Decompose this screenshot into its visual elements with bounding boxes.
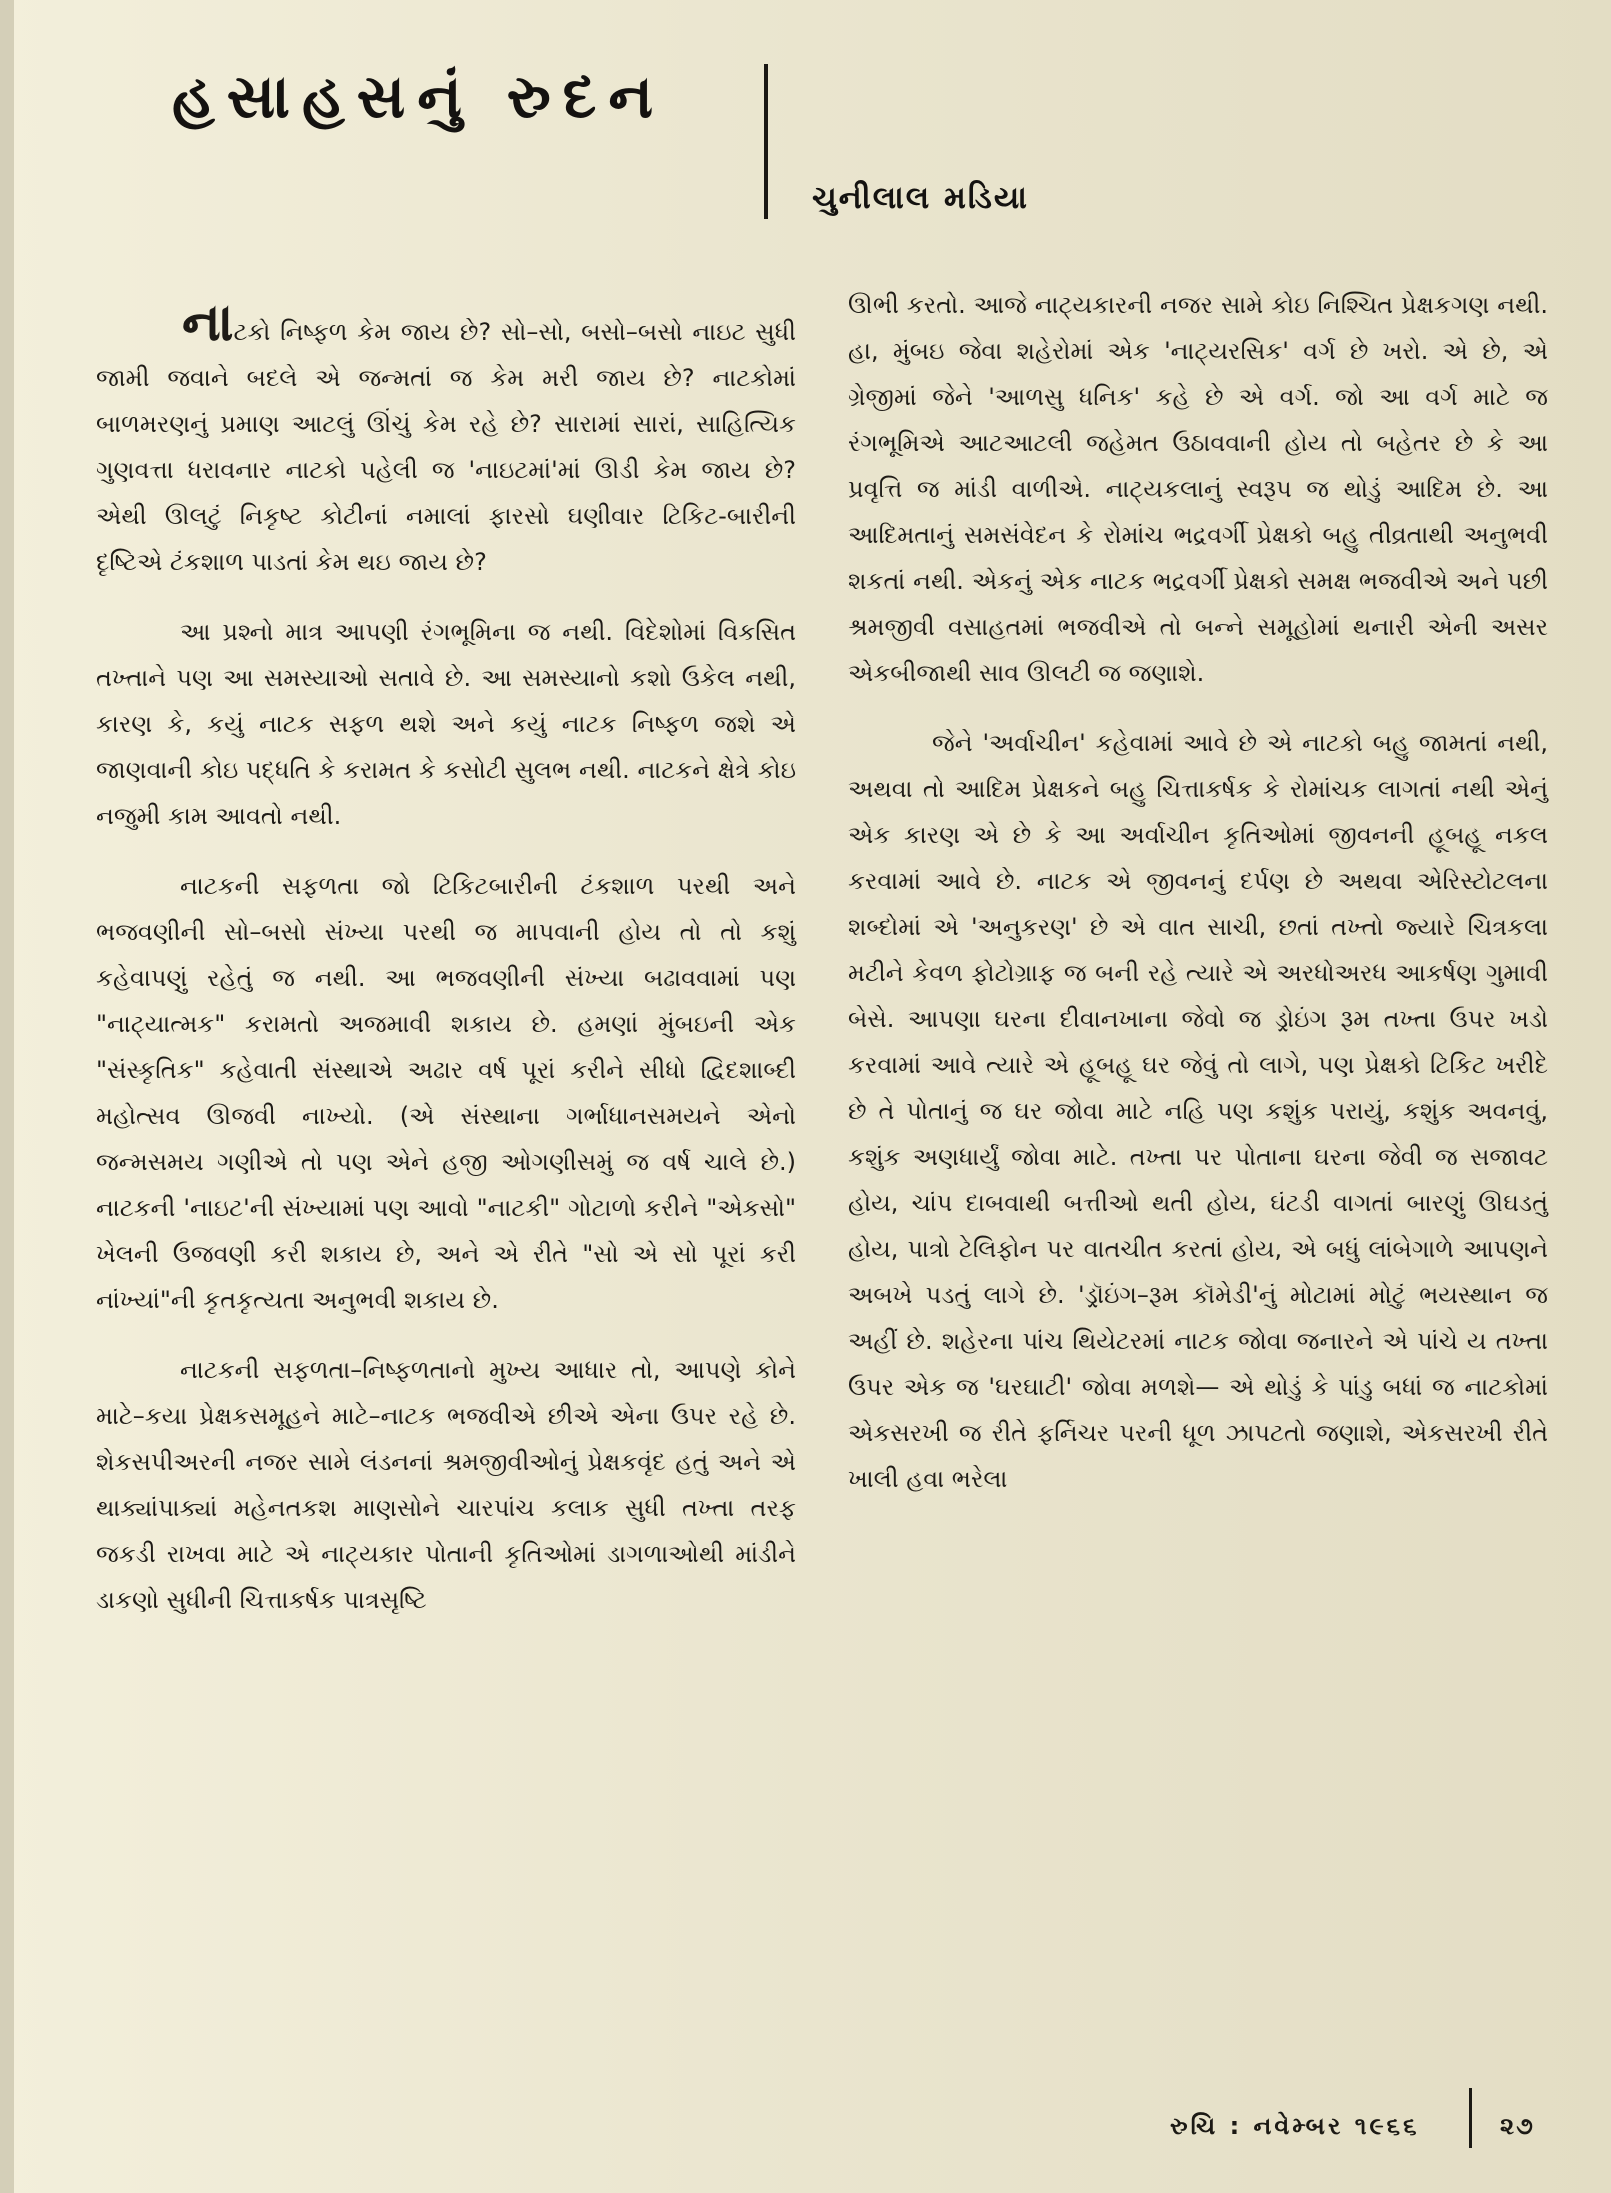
- header-divider: [764, 64, 768, 219]
- drop-cap: ના: [182, 293, 234, 353]
- paragraph: ઊભી કરતો. આજે નાટ્યકારની નજર સામે કોઇ નિશ્ચિત પ્રેક્ષકગણ નથી. હા, મુંબઇ જેવા શહેરોમાં એક 'નાટ્યરસિક' વર્ગ છે ખરો. એ છે, એ ગ્રેજીમાં જેને 'આળસુ ધનિક' કહે છે એ વર્ગ. જો આ વર્ગ માટે જ રંગભૂમિએ આટઆટલી જહેમત ઉઠાવવાની હોય તો બહેતર છે કે આ પ્રવૃત્તિ જ માંડી વાળીએ. નાટ્યકલાનું સ્વરૂપ જ થોડું આદિમ છે. આ આદિમતાનું સમસંવેદન કે રોમાંચ ભદ્રવર્ગી પ્રેક્ષકો બહુ તીવ્રતાથી અનુભવી શકતાં નથી. એકનું એક નાટક ભદ્રવર્ગી પ્રેક્ષકો સમક્ષ ભજવીએ અને પછી શ્રમજીવી વસાહતમાં ભજવીએ તો બન્ને સમૂહોમાં થનારી એની અસર એકબીજાથી સાવ ઊલટી જ જણાશે.: [848, 291, 1548, 687]
- left-column: [96, 293, 796, 1647]
- paragraph: [96, 293, 796, 585]
- paragraph: નાટકની સફળતા–નિષ્ફળતાનો મુખ્ય આધાર તો, આપણે કોને માટે–કયા પ્રેક્ષકસમૂહને માટે–નાટક ભજવીએ છીએ એના ઉપર રહે છે. શેકસપીઅરની નજર સામે લંડનનાં શ્રમજીવીઓનું પ્રેક્ષકવૃંદ હતું અને એ થાક્યાંપાક્યાં મહેનતકશ માણસોને ચારપાંચ કલાક સુધી તખ્તા તરફ જકડી રાખવા માટે એ નાટ્યકાર પોતાની કૃતિઓમાં ડાગળાઓથી માંડીને ડાકણો સુધીની ચિત્તાકર્ષક પાત્રસૃષ્ટિ: [96, 1356, 796, 1614]
- paragraph: આ પ્રશ્નો માત્ર આપણી રંગભૂમિના જ નથી. વિદેશોમાં વિકસિત તખ્તાને પણ આ સમસ્યાઓ સતાવે છે. આ સમસ્યાનો કશો ઉકેલ નથી, કારણ કે, કયું નાટક સફળ થશે અને કયું નાટક નિષ્ફળ જશે એ જાણવાની કોઇ પદ્ધતિ કે કરામત કે કસોટી સુલભ નથી. નાટકને ક્ષેત્રે કોઇ નજુમી કામ આવતો નથી.: [96, 618, 796, 830]
- article-title: હસાહસનું રુદન: [172, 62, 666, 132]
- footer-divider: [1469, 2088, 1472, 2148]
- page-edge: [0, 0, 14, 2193]
- paragraph: નાટકની સફળતા જો ટિકિટબારીની ટંકશાળ પરથી અને ભજવણીની સો–બસો સંખ્યા પરથી જ માપવાની હોય તો તો કશું કહેવાપણું રહેતું જ નથી. આ ભજવણીની સંખ્યા બઢાવવામાં પણ "નાટ્યાત્મક" કરામતો અજમાવી શકાય છે. હમણાં મુંબઇની એક "સંસ્કૃતિક" કહેવાતી સંસ્થાએ અઢાર વર્ષ પૂરાં કરીને સીધો દ્વિદશાબ્દી મહોત્સવ ઊજવી નાખ્યો. (એ સંસ્થાના ગર્ભાધાનસમયને એનો જન્મસમય ગણીએ તો પણ એને હજી ઓગણીસમું જ વર્ષ ચાલે છે.) નાટકની 'નાઇટ'ની સંખ્યામાં પણ આવો "નાટકી" ગોટાળો કરીને "એકસો" ખેલની ઉજવણી કરી શકાય છે, અને એ રીતે "સો એ સો પૂરાં કરી નાંખ્યાં"ની કૃતકૃત્યતા અનુભવી શકાય છે.: [96, 872, 796, 1314]
- article-author: ચુનીલાલ મડિયા: [812, 180, 1029, 216]
- paragraph: જેને 'અર્વાચીન' કહેવામાં આવે છે એ નાટકો બહુ જામતાં નથી, અથવા તો આદિમ પ્રેક્ષકને બહુ ચિત્તાકર્ષક કે રોમાંચક લાગતાં નથી એનું એક કારણ એ છે કે આ અર્વાચીન કૃતિઓમાં જીવનની હૂબહૂ નકલ કરવામાં આવે છે. નાટક એ જીવનનું દર્પણ છે અથવા એરિસ્ટોટલના શબ્દોમાં એ 'અનુકરણ' છે એ વાત સાચી, છતાં તખ્તો જ્યારે ચિત્રકલા મટીને કેવળ ફોટોગ્રાફ જ બની રહે ત્યારે એ અરધોઅરધ આકર્ષણ ગુમાવી બેસે. આપણા ઘરના દીવાનખાના જેવો જ ડ્રોઇંગ રૂમ તખ્તા ઉપર ખડો કરવામાં આવે ત્યારે એ હૂબહૂ ઘર જેવું તો લાગે, પણ પ્રેક્ષકો ટિકિટ ખરીદે છે તે પોતાનું જ ઘર જોવા માટે નહિ પણ કશુંક પરાયું, કશુંક અવનવું, કશુંક અણધાર્યું જોવા માટે. તખ્તા પર પોતાના ઘરના જેવી જ સજાવટ હોય, ચાંપ દાબવાથી બત્તીઓ થતી હોય, ઘંટડી વાગતાં બારણું ઊઘડતું હોય, પાત્રો ટેલિફોન પર વાતચીત કરતાં હોય, એ બધું લાંબેગાળે આપણને અબખે પડતું લાગે છે. 'ડ્રૉઇંગ–રૂમ કૉમેડી'નું મોટામાં મોટું ભયસ્થાન જ અહીં છે. શહેરના પાંચ થિયેટરમાં નાટક જોવા જનારને એ પાંચે ય તખ્તા ઉપર એક જ 'ઘરઘાટી' જોવા મળશે— એ થોડું કે પાંડુ બધાં જ નાટકોમાં એકસરખી જ રીતે ફર્નિચર પરની ધૂળ ઝાપટતો જણાશે, એકસરખી રીતે ખાલી હવા ભરેલા: [848, 729, 1548, 1493]
- page-number: ૨૭: [1500, 2112, 1535, 2140]
- footer-publication: રુચિ : નવેમ્બર ૧૯૬૬: [1170, 2112, 1420, 2140]
- right-column: [848, 282, 1548, 1526]
- paragraph-text: ટકો નિષ્ફળ કેમ જાય છે? સો–સો, બસો–બસો નાઇટ સુધી જામી જવાને બદલે એ જન્મતાં જ કેમ મરી જાય છે? નાટકોમાં બાળમરણનું પ્રમાણ આટલું ઊંચું કેમ રહે છે? સારામાં સારાં, સાહિત્યિક ગુણવત્તા ધરાવનાર નાટકો પહેલી જ 'નાઇટમાં'માં ઊડી કેમ જાય છે? એથી ઊલટું નિકૃષ્ટ કોટીનાં નમાલાં ફારસો ઘણીવાર ટિકિટ-બારીની દૃષ્ટિએ ટંકશાળ પાડતાં કેમ થઇ જાય છે?: [96, 318, 796, 576]
